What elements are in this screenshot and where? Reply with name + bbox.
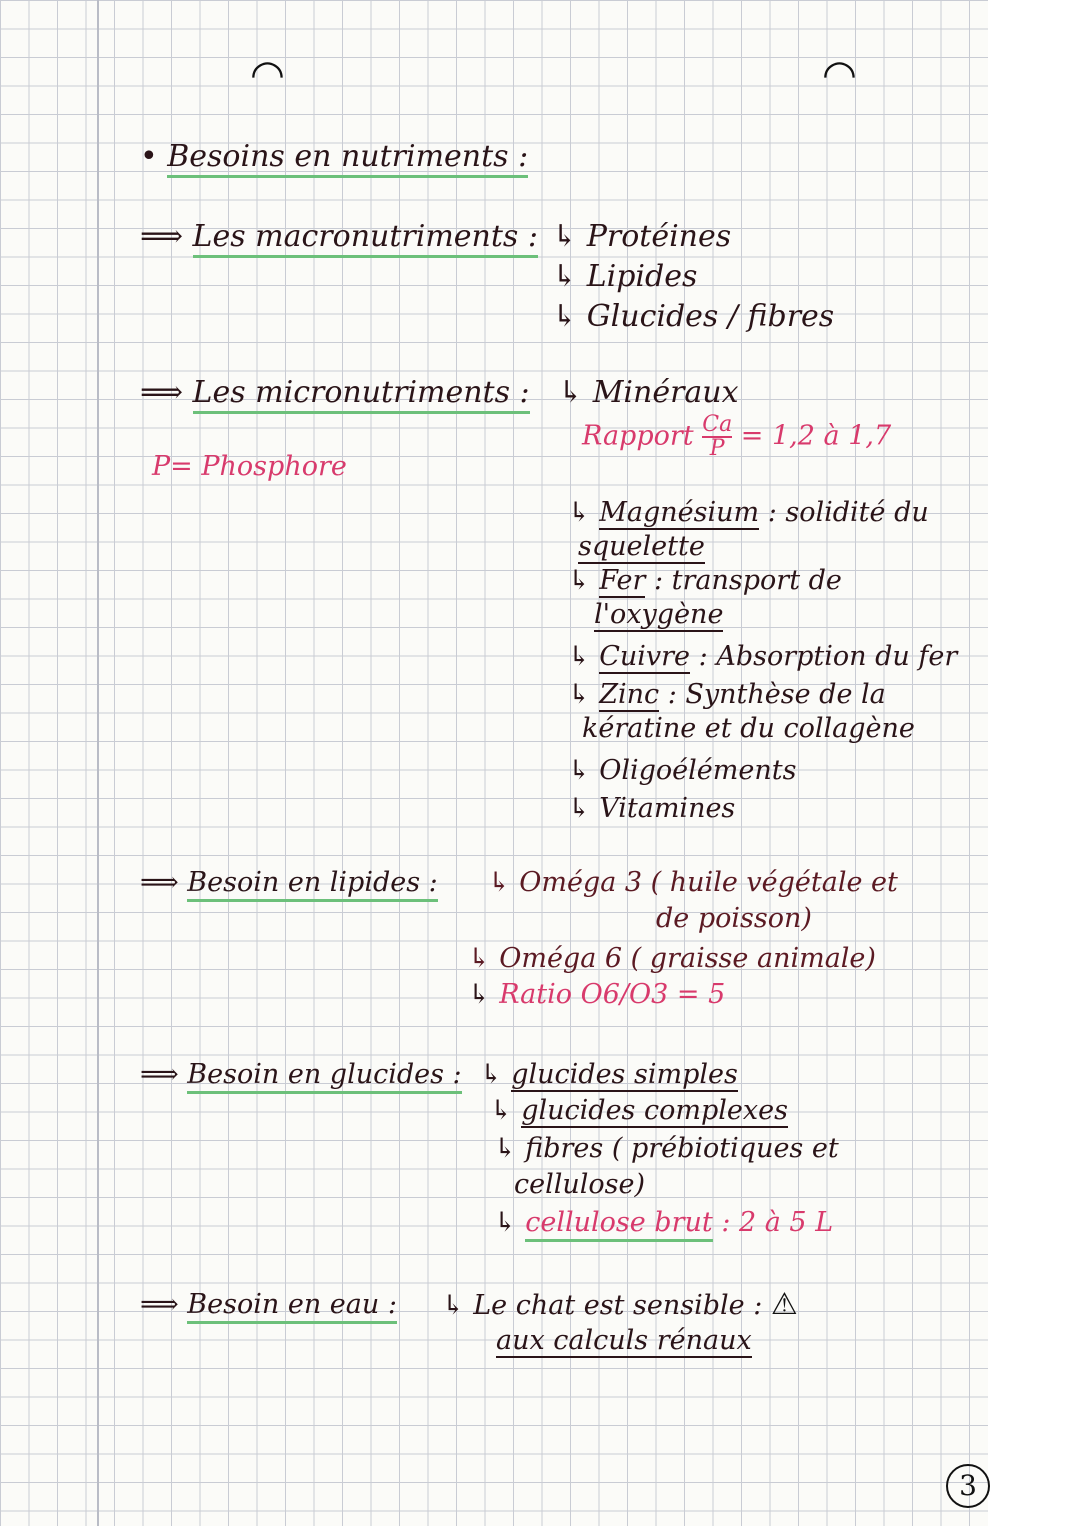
eau-line2 (496, 1326, 752, 1356)
fibres-line2: cellulose) (514, 1169, 646, 1200)
glucides-simples-text: glucides simples (511, 1059, 738, 1090)
glucides-heading-text: Besoin en glucides : (187, 1059, 461, 1094)
rapport-value: = 1,2 à 1,7 (740, 420, 892, 452)
fraction-den: P (709, 436, 725, 461)
fraction-num: Ca (702, 412, 733, 437)
ratio-text: Ratio O6/O3 = 5 (499, 979, 726, 1010)
fer-line2 (594, 600, 723, 630)
glucides-complexes-text: glucides complexes (521, 1095, 788, 1126)
eau-line2-text: aux calculs rénaux (496, 1325, 752, 1356)
omega6-text: Oméga 6 ( graisse animale) (499, 943, 876, 974)
cuivre-line: ↳ Cuivre : Absorption du fer (568, 641, 958, 672)
macro-heading: ⟹ Les macronutriments : (140, 222, 538, 252)
zinc-desc: : Synthèse de la (667, 679, 886, 710)
title: • Besoins en nutriments : (140, 142, 528, 172)
eau-line1: ↳ Le chat est sensible : ⚠ (442, 1287, 798, 1322)
omega3-line: ↳ Oméga 3 ( huile végétale et (488, 867, 898, 898)
macro-item-glucides: ↳ Glucides / fibres (552, 299, 835, 334)
fibres-text: fibres ( prébiotiques et (525, 1133, 839, 1164)
zinc-term: Zinc (599, 679, 660, 710)
macro-item-lipides: ↳ Lipides (552, 259, 698, 294)
glucides-complexes: ↳ glucides complexes (490, 1095, 788, 1126)
fraction (702, 414, 732, 460)
magnesium-line2 (578, 532, 705, 562)
rapport-ca-p (582, 414, 891, 460)
eau-line1-text: Le chat est sensible : (473, 1290, 763, 1321)
magnesium-term: Magnésium (599, 497, 760, 528)
magnesium-line: ↳ Magnésium : solidité du (568, 497, 929, 528)
macro-item-label: Protéines (586, 219, 732, 254)
micro-heading-text: Les micronutriments : (193, 375, 530, 414)
page-number: 3 (946, 1464, 990, 1508)
cellulose-line: ↳ cellulose brut : 2 à 5 L (494, 1208, 833, 1238)
oligo-label: Oligoéléments (599, 755, 797, 786)
binder-hole-right: ◠ (822, 52, 857, 98)
oligo-line: ↳ Oligoéléments (568, 755, 797, 786)
micro-mineraux: ↳ Minéraux (558, 375, 739, 410)
glucides-heading: ⟹ Besoin en glucides : (140, 1060, 462, 1090)
page-edge (988, 0, 1080, 1526)
omega3-line2: de poisson) (656, 903, 812, 934)
omega6-line: ↳ Oméga 6 ( graisse animale) (468, 943, 876, 974)
fer-desc2: l'oxygène (594, 599, 724, 630)
binder-hole-left: ◠ (250, 52, 285, 98)
omega3-text: Oméga 3 ( huile végétale et (519, 867, 898, 898)
mineraux-label: Minéraux (592, 375, 739, 410)
macro-item-label: Lipides (586, 259, 698, 294)
fer-line: ↳ Fer : transport de (568, 565, 842, 596)
fibres-line: ↳ fibres ( prébiotiques et (494, 1133, 839, 1164)
lipides-heading-text: Besoin en lipides : (187, 867, 437, 902)
cuivre-desc: : Absorption du fer (698, 641, 958, 672)
fer-term: Fer (599, 565, 646, 596)
ratio-line: ↳ Ratio O6/O3 = 5 (468, 979, 726, 1010)
eau-heading-text: Besoin en eau : (187, 1289, 397, 1324)
lipides-heading: ⟹ Besoin en lipides : (140, 868, 438, 898)
vitamines-line: ↳ Vitamines (568, 793, 736, 824)
zinc-line: ↳ Zinc : Synthèse de la (568, 679, 886, 710)
warning-icon: ⚠ (770, 1287, 798, 1322)
macro-item-label: Glucides / fibres (586, 299, 835, 334)
zinc-line2: kératine et du collagène (582, 713, 915, 744)
eau-heading: ⟹ Besoin en eau : (140, 1290, 397, 1320)
fer-desc: : transport de (653, 565, 842, 596)
rapport-label: Rapport (582, 420, 694, 452)
cellulose-value: : 2 à 5 L (721, 1207, 834, 1238)
micro-heading: ⟹ Les micronutriments : (140, 378, 530, 408)
glucides-simples: ↳ glucides simples (480, 1059, 738, 1090)
cuivre-term: Cuivre (599, 641, 691, 672)
magnesium-desc: : solidité du (767, 497, 929, 528)
macro-heading-text: Les macronutriments : (193, 219, 538, 258)
cellulose-label: cellulose brut (525, 1207, 713, 1242)
margin-line (97, 0, 99, 1526)
title-text: Besoins en nutriments : (167, 139, 528, 178)
phosphore-note: P= Phosphore (152, 451, 347, 482)
magnesium-desc2: squelette (578, 531, 705, 562)
macro-item-proteines: ↳ Protéines (552, 219, 732, 254)
vitamines-label: Vitamines (599, 793, 736, 824)
